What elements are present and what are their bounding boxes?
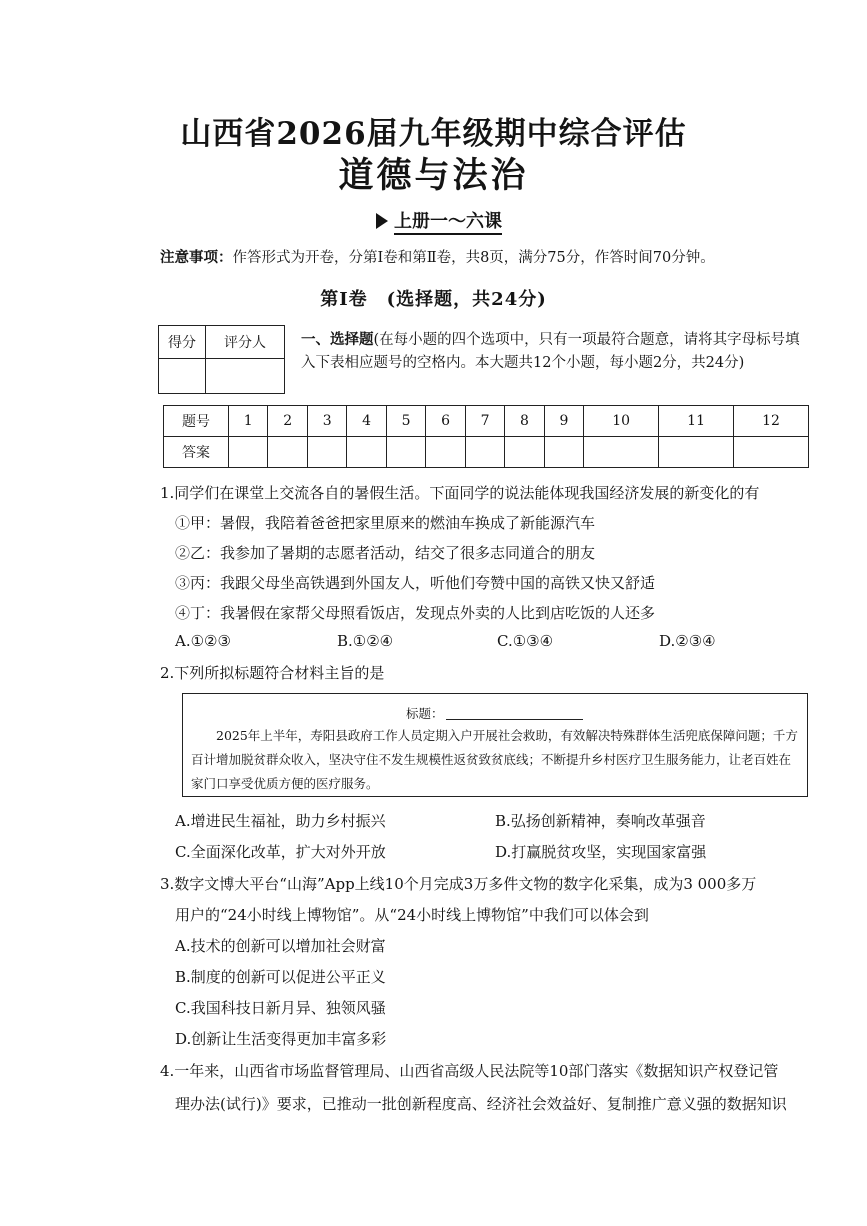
section-heading: 一、选择题 (301, 331, 374, 348)
q2-option-d[interactable]: D.打赢脱贫攻坚，实现国家富强 (495, 843, 707, 861)
answer-cell[interactable] (268, 437, 307, 468)
q2-stem: 2.下列所拟标题符合材料主旨的是 (160, 664, 385, 682)
grader-label: 评分人 (206, 326, 285, 359)
q3-option-b[interactable]: B.制度的创新可以促进公平正义 (175, 968, 386, 986)
score-cell[interactable] (159, 359, 206, 394)
q3-option-c[interactable]: C.我国科技日新月异、独领风骚 (175, 999, 386, 1017)
number-cell: 10 (584, 406, 659, 437)
material-text: 2025年上半年，寿阳县政府工作人员定期入户开展社会救助，有效解决特殊群体生活兜底保障问题；千方百计增加脱贫群众收入，坚决守住不发生规模性返贫致贫底线；不断提升乡村医疗卫生服务能力，让老百姓在家门口享受优质方便的医疗服务。 (191, 728, 798, 791)
q3-option-a[interactable]: A.技术的创新可以增加社会财富 (175, 937, 386, 955)
notice (160, 246, 715, 267)
triangle-icon (376, 213, 388, 229)
q4-stem-line2: 理办法(试行)》要求，已推动一批创新程度高、经济社会效益好、复制推广意义强的数据知识 (175, 1095, 787, 1113)
q1-item: ③丙：我跟父母坐高铁遇到外国友人，听他们夸赞中国的高铁又快又舒适 (175, 574, 656, 592)
q1-option-c[interactable]: C.①③④ (497, 632, 554, 650)
subject-title: 道德与法治 (338, 155, 529, 196)
notice-text: 作答形式为开卷，分第Ⅰ卷和第Ⅱ卷，共8页，满分75分，作答时间70分钟。 (232, 250, 715, 266)
number-cell: 8 (505, 406, 544, 437)
answer-cell[interactable] (386, 437, 425, 468)
answer-cell[interactable] (465, 437, 504, 468)
number-cell: 11 (659, 406, 734, 437)
answer-cell[interactable] (307, 437, 346, 468)
section-text: (在每小题的四个选项中，只有一项最符合题意，请将其字母标号填入下表相应题号的空格内。本大题共12个小题，每小题2分，共24分) (301, 332, 800, 371)
q1-option-a[interactable]: A.①②③ (175, 632, 231, 650)
section-instructions (301, 328, 809, 375)
answer-cell[interactable] (347, 437, 386, 468)
notice-label: 注意事项： (160, 249, 233, 266)
q1-item: ④丁：我暑假在家帮父母照看饭店，发现点外卖的人比到店吃饭的人还多 (175, 604, 656, 622)
answer-cell[interactable] (505, 437, 544, 468)
row-label: 题号 (164, 406, 229, 437)
number-cell: 2 (268, 406, 307, 437)
row-label: 答案 (164, 437, 229, 468)
q2-option-a[interactable]: A.增进民生福祉，助力乡村振兴 (175, 812, 386, 830)
answer-table (163, 405, 809, 468)
answer-cell[interactable] (734, 437, 809, 468)
answer-row (164, 437, 809, 468)
number-cell: 9 (544, 406, 583, 437)
q2-option-b[interactable]: B.弘扬创新精神，奏响改革强音 (495, 812, 706, 830)
q3-stem-line1: 3.数字文博大平台“山海”App上线10个月完成3万多件文物的数字化采集，成为3 000多万 (160, 875, 757, 893)
material-box (182, 693, 808, 797)
q3-stem-line2: 用户的“24小时线上博物馆”。从“24小时线上博物馆”中我们可以体会到 (175, 906, 649, 924)
q1-option-d[interactable]: D.②③④ (659, 632, 716, 650)
title-blank[interactable] (446, 719, 583, 720)
number-cell: 1 (229, 406, 268, 437)
q3-option-d[interactable]: D.创新让生活变得更加丰富多彩 (175, 1030, 387, 1048)
q1-item: ①甲：暑假，我陪着爸爸把家里原来的燃油车换成了新能源汽车 (175, 514, 596, 532)
q1-item: ②乙：我参加了暑期的志愿者活动，结交了很多志同道合的朋友 (175, 544, 596, 562)
score-label: 得分 (159, 326, 206, 359)
number-cell: 4 (347, 406, 386, 437)
answer-cell[interactable] (426, 437, 465, 468)
q2-option-c[interactable]: C.全面深化改革，扩大对外开放 (175, 843, 386, 861)
number-cell: 12 (734, 406, 809, 437)
answer-cell[interactable] (659, 437, 734, 468)
answer-cell[interactable] (229, 437, 268, 468)
scope-label: 上册一～六课 (376, 207, 502, 233)
answer-cell[interactable] (544, 437, 583, 468)
answer-cell[interactable] (584, 437, 659, 468)
exam-title: 山西省2026届九年级期中综合评估 (180, 116, 687, 152)
q1-option-b[interactable]: B.①②④ (337, 632, 394, 650)
q1-stem: 1.同学们在课堂上交流各自的暑假生活。下面同学的说法能体现我国经济发展的新变化的有 (160, 484, 760, 502)
number-cell: 6 (426, 406, 465, 437)
number-cell: 5 (386, 406, 425, 437)
part-title: 第Ⅰ卷 (选择题，共24分) (320, 289, 547, 310)
material-title: 标题： (406, 704, 583, 722)
number-cell: 7 (465, 406, 504, 437)
grader-cell[interactable] (206, 359, 285, 394)
number-cell: 3 (307, 406, 346, 437)
q4-stem-line1: 4.一年来，山西省市场监督管理局、山西省高级人民法院等10部门落实《数据知识产权登记管 (160, 1062, 779, 1080)
score-box (158, 325, 285, 394)
question-number-row (164, 406, 809, 437)
